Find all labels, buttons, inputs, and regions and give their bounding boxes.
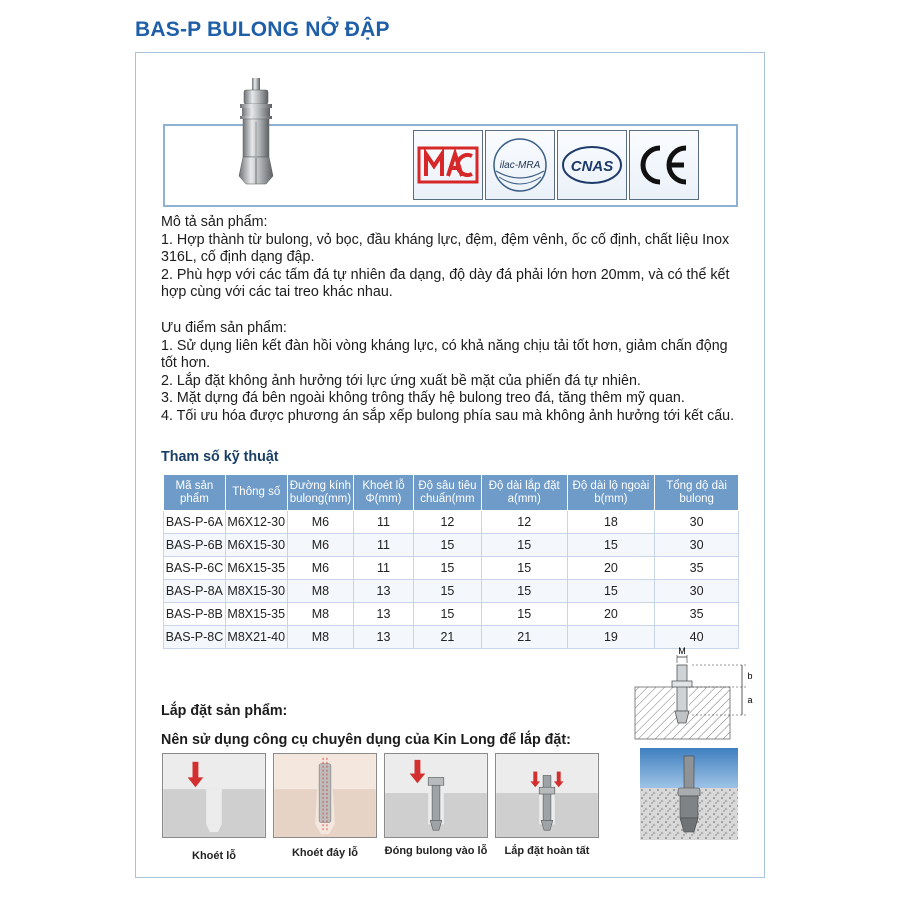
spec-table-cell: 15 <box>413 557 481 580</box>
spec-table-cell: M6X15-35 <box>225 557 287 580</box>
spec-table-cell: 11 <box>354 557 414 580</box>
spec-table-row <box>164 603 739 626</box>
spec-table-cell: BAS-P-6B <box>164 534 226 557</box>
spec-table-cell: 12 <box>481 511 567 534</box>
install-step-complete-image <box>495 753 599 838</box>
column-header: Độ dài lắp đặt a(mm) <box>481 475 567 511</box>
page-title: BAS-P BULONG NỞ ĐẬP <box>135 18 390 41</box>
spec-table-header-row <box>164 475 739 511</box>
advantage-line: 2. Lắp đặt không ảnh hưởng tới lực ứng xuất bề mặt của phiến đá tự nhiên. <box>161 372 641 389</box>
spec-table-cell: 15 <box>567 580 655 603</box>
spec-table-cell: 20 <box>567 557 655 580</box>
spec-table-cell: M8 <box>287 626 353 649</box>
spec-table-cell: 30 <box>655 580 739 603</box>
spec-table-cell: 21 <box>481 626 567 649</box>
spec-table-cell: 11 <box>354 511 414 534</box>
spec-table-body <box>164 511 739 649</box>
spec-table-cell: M8X15-35 <box>225 603 287 626</box>
installation-heading: Lắp đặt sản phẩm: <box>161 703 288 719</box>
spec-table-cell: 15 <box>413 580 481 603</box>
svg-text:CNAS: CNAS <box>570 158 614 175</box>
spec-table-cell: 30 <box>655 511 739 534</box>
product-advantages <box>161 320 741 426</box>
spec-table-cell: M6 <box>287 534 353 557</box>
spec-table-cell: M8 <box>287 603 353 626</box>
spec-table-cell: 15 <box>413 534 481 557</box>
description-heading: Mô tả sản phẩm: <box>161 214 268 230</box>
spec-table-cell: 18 <box>567 511 655 534</box>
ilac-mra-logo-icon <box>485 130 555 200</box>
spec-table-cell: 13 <box>354 626 414 649</box>
dim-label-a: a <box>747 695 753 705</box>
cma-logo-icon <box>413 130 483 200</box>
spec-table-cell: BAS-P-8C <box>164 626 226 649</box>
column-header: Độ dài lộ ngoài b(mm) <box>567 475 655 511</box>
svg-text:ilac-MRA: ilac-MRA <box>499 160 541 171</box>
spec-table-cell: M6 <box>287 557 353 580</box>
spec-table-cell: M6 <box>287 511 353 534</box>
spec-table-cell: 15 <box>481 534 567 557</box>
column-header: Độ sâu tiêu chuẩn(mm <box>413 475 481 511</box>
spec-table-cell: M6X12-30 <box>225 511 287 534</box>
spec-table-cell: 13 <box>354 603 414 626</box>
spec-table-cell: 35 <box>655 603 739 626</box>
spec-table-row <box>164 580 739 603</box>
column-header: Thông số <box>225 475 287 511</box>
product-description <box>161 214 741 302</box>
spec-table <box>163 474 739 649</box>
spec-table-cell: M8X21-40 <box>225 626 287 649</box>
spec-table-cell: BAS-P-8B <box>164 603 226 626</box>
column-header: Khoét lỗ Φ(mm) <box>354 475 414 511</box>
install-step-label: Khoét lỗ <box>192 850 236 862</box>
spec-table-cell: 19 <box>567 626 655 649</box>
spec-table-cell: 12 <box>413 511 481 534</box>
spec-table-cell: 15 <box>413 603 481 626</box>
spec-table-cell: 20 <box>567 603 655 626</box>
advantages-heading: Ưu điểm sản phẩm: <box>161 320 287 336</box>
spec-table-cell: 15 <box>481 557 567 580</box>
spec-table-cell: 40 <box>655 626 739 649</box>
install-step-label: Đóng bulong vào lỗ <box>384 845 488 857</box>
install-step-label: Lắp đặt hoàn tất <box>504 845 590 857</box>
spec-table-cell: BAS-P-6C <box>164 557 226 580</box>
column-header: Đường kính bulong(mm) <box>287 475 353 511</box>
advantage-line: 3. Mặt dựng đá bên ngoài không trông thấy hệ bulong treo đá, tăng thêm mỹ quan. <box>161 390 685 407</box>
install-step-label: Khoét đáy lỗ <box>291 847 358 859</box>
specs-heading: Tham số kỹ thuật <box>161 449 279 465</box>
cnas-logo-icon <box>557 130 627 200</box>
dimension-diagram <box>630 645 755 745</box>
spec-table-cell: 13 <box>354 580 414 603</box>
advantage-line: 4. Tối ưu hóa được phương án sắp xếp bulong phía sau mà không ảnh hưởng tới kết cấu. <box>161 407 735 424</box>
dim-label-m: M <box>678 646 686 656</box>
column-header: Tổng dộ dài bulong <box>655 475 739 511</box>
spec-table-cell: 21 <box>413 626 481 649</box>
spec-table-cell: M6X15-30 <box>225 534 287 557</box>
spec-table-cell: BAS-P-6A <box>164 511 226 534</box>
installation-subheading: Nên sử dụng công cụ chuyên dụng của Kin Long để lắp đặt: <box>161 732 571 748</box>
spec-table-cell: M8 <box>287 580 353 603</box>
certification-logos <box>413 128 705 202</box>
spec-table-row <box>164 557 739 580</box>
spec-table-row <box>164 534 739 557</box>
description-line: 2. Phù hợp với các tấm đá tự nhiên đa dạng, độ dày đá phải lớn hơn 20mm, và có thể kết hợp cùng với các tai treo khác nhau. <box>161 266 730 301</box>
spec-table-cell: 15 <box>567 534 655 557</box>
description-line: 1. Hợp thành từ bulong, vỏ bọc, đầu kháng lực, đệm, đệm vênh, ốc cố định, chất liệu Inox 316L, cố định dạng đập. <box>161 231 730 266</box>
spec-table-cell: 30 <box>655 534 739 557</box>
bolt-product-image <box>226 78 286 188</box>
install-step-drill-image <box>162 753 266 838</box>
spec-table-cell: M8X15-30 <box>225 580 287 603</box>
column-header: Mã sản phẩm <box>164 475 226 511</box>
ce-mark-icon <box>629 130 699 200</box>
spec-table-cell: 15 <box>481 603 567 626</box>
spec-table-cell: 11 <box>354 534 414 557</box>
installed-bolt-photo <box>640 748 738 840</box>
install-step-insert-image <box>384 753 488 838</box>
spec-table-cell: 35 <box>655 557 739 580</box>
dim-label-b: b <box>747 671 753 681</box>
advantage-line: 1. Sử dụng liên kết đàn hồi vòng kháng lực, có khả năng chịu tải tốt hơn, giảm chấn động tốt hơn. <box>161 337 728 372</box>
spec-table-row <box>164 511 739 534</box>
spec-table-cell: 15 <box>481 580 567 603</box>
spec-table-cell: BAS-P-8A <box>164 580 226 603</box>
install-step-undercut-image <box>273 753 377 838</box>
